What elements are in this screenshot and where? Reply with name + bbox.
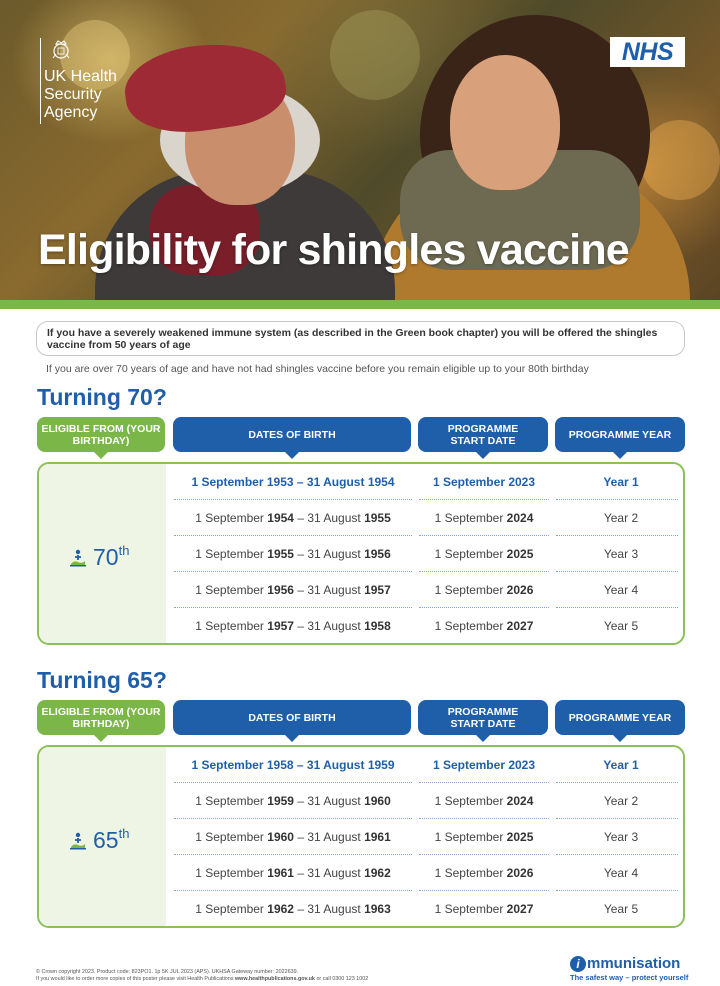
- dob-from-day: 1 September: [191, 758, 264, 772]
- start-day: 1 September: [432, 475, 505, 489]
- order-phone: or call 0300 123 1002: [316, 976, 369, 982]
- dob-range: 1 September 1956 – 31 August 1957: [195, 583, 391, 597]
- programme-year-header: [555, 700, 685, 735]
- dob-to-day: 31 August: [307, 511, 361, 525]
- eligibility-table: [37, 462, 685, 645]
- immunisation-i-icon: i: [570, 956, 586, 972]
- dob-from-day: 1 September: [195, 866, 264, 880]
- dob-to-day: 31 August: [307, 583, 361, 597]
- table-row: [166, 783, 685, 819]
- eligible-age-suffix: th: [118, 543, 130, 558]
- start-day: 1 September: [434, 619, 504, 633]
- agency-line: Security: [44, 86, 102, 103]
- dob-to-year: 1954: [367, 475, 395, 489]
- dob-from-day: 1 September: [191, 475, 264, 489]
- dob-to-year: 1955: [364, 511, 391, 525]
- start-year: 2027: [506, 619, 534, 633]
- eligible-age-cell: [39, 464, 166, 643]
- header-label: ELIGIBLE FROM (YOUR BIRTHDAY): [41, 422, 161, 447]
- eligible-age-cell: [39, 747, 166, 926]
- immune-info-box: If you have a severely weakened immune system (as described in the Green book chapter) you will be offered the shingles vaccine from 50 years of age: [36, 321, 685, 356]
- bokeh-light: [330, 10, 420, 100]
- copyright-line: © Crown copyright 2023. Product code: 823PO1. 1p 5K JUL 2023 (APS). UKHSA Gateway number: 2022639.: [36, 969, 299, 975]
- over-70-note: If you are over 70 years of age and have not had shingles vaccine before you remain eligible up to your 80th birthday: [46, 363, 589, 375]
- header-label: PROGRAMME START DATE: [447, 705, 519, 730]
- footer-legal: [36, 969, 556, 983]
- start-day: 1 September: [434, 583, 504, 597]
- table-row: [166, 500, 685, 536]
- table-row: [166, 747, 685, 783]
- eligible-age: 65: [93, 827, 119, 853]
- dob-to-day: 31 August: [307, 902, 361, 916]
- header-label: PROGRAMME YEAR: [568, 428, 672, 441]
- start-year: 2027: [506, 902, 534, 916]
- start-day: 1 September: [434, 866, 504, 880]
- dob-from-year: 1958: [266, 758, 294, 772]
- dob-from-day: 1 September: [195, 619, 264, 633]
- programme-year: Year 5: [603, 619, 639, 633]
- section-title: Turning 65?: [37, 667, 167, 693]
- programme-start: [419, 500, 549, 536]
- section-title: Turning 70?: [37, 384, 167, 410]
- start-year: 2025: [506, 547, 534, 561]
- dob-from-day: 1 September: [195, 830, 264, 844]
- table-row: [166, 608, 685, 644]
- programme-start: [419, 536, 549, 572]
- ukhsa-logo-bar: [40, 38, 41, 124]
- start-day: 1 September: [434, 830, 504, 844]
- programme-start: [419, 608, 549, 644]
- agency-line: UK Health: [44, 68, 117, 85]
- header-label: DATES OF BIRTH: [248, 428, 336, 441]
- programme-start: [419, 891, 549, 927]
- dob-from-year: 1955: [267, 547, 294, 561]
- dob-from-year: 1961: [267, 866, 294, 880]
- dates-of-birth-header: [173, 417, 411, 452]
- start-year: 2023: [508, 475, 536, 489]
- programme-year: Year 1: [603, 758, 639, 772]
- dob-from-year: 1960: [267, 830, 294, 844]
- dob-to-day: 31 August: [307, 619, 361, 633]
- dob-from-year: 1956: [267, 583, 294, 597]
- header-label: PROGRAMME YEAR: [568, 711, 672, 724]
- start-day: 1 September: [432, 758, 505, 772]
- start-day: 1 September: [434, 794, 504, 808]
- eligible-from-header: [37, 417, 165, 452]
- order-line: [36, 976, 556, 983]
- dob-to-day: 31 August: [307, 547, 361, 561]
- programme-year: Year 2: [603, 511, 639, 525]
- agency-line: Agency: [44, 104, 98, 121]
- dob-from-year: 1959: [267, 794, 294, 808]
- start-year: 2024: [506, 511, 534, 525]
- start-year: 2024: [506, 794, 534, 808]
- dob-range: 1 September 1962 – 31 August 1963: [195, 902, 391, 916]
- dob-to-year: 1960: [364, 794, 391, 808]
- header-label: PROGRAMME START DATE: [447, 422, 519, 447]
- programme-start: [419, 855, 549, 891]
- eligible-age: 70: [93, 544, 119, 570]
- dob-to-year: 1961: [364, 830, 391, 844]
- start-day: 1 September: [434, 547, 504, 561]
- dob-to-year: 1956: [364, 547, 391, 561]
- eligible-from-header: [37, 700, 165, 735]
- programme-start-header: [418, 700, 548, 735]
- royal-crest-icon: [50, 38, 72, 62]
- eligibility-table: [37, 745, 685, 928]
- dob-from-year: 1954: [267, 511, 294, 525]
- programme-start: [419, 819, 549, 855]
- section-turning-65: [0, 667, 720, 937]
- programme-year: Year 2: [603, 794, 639, 808]
- dob-from-year: 1957: [267, 619, 294, 633]
- dob-to-year: 1958: [364, 619, 391, 633]
- dates-of-birth-header: [173, 700, 411, 735]
- start-year: 2023: [508, 758, 536, 772]
- syringe-person-icon: [69, 549, 87, 567]
- order-text: If you would like to order more copies of this poster please visit Health Publications: [36, 976, 234, 982]
- dob-from-day: 1 September: [195, 902, 264, 916]
- immunisation-logo: [570, 955, 688, 982]
- dob-range: 1 September 1955 – 31 August 1956: [195, 547, 391, 561]
- dob-from-day: 1 September: [195, 794, 264, 808]
- programme-year: Year 3: [603, 830, 639, 844]
- dob-to-day: 31 August: [307, 794, 361, 808]
- dob-to-year: 1959: [367, 758, 395, 772]
- programme-year-header: [555, 417, 685, 452]
- dob-range: 1 September 1958 – 31 August 1959: [191, 758, 395, 772]
- dob-to-year: 1962: [364, 866, 391, 880]
- dob-to-year: 1963: [364, 902, 391, 916]
- dob-from-day: 1 September: [195, 583, 264, 597]
- dob-range: 1 September 1961 – 31 August 1962: [195, 866, 391, 880]
- start-day: 1 September: [434, 902, 504, 916]
- page-title: Eligibility for shingles vaccine: [38, 226, 629, 274]
- table-row: [166, 819, 685, 855]
- table-row: [166, 855, 685, 891]
- dob-range: 1 September 1959 – 31 August 1960: [195, 794, 391, 808]
- start-day: 1 September: [434, 511, 504, 525]
- dob-to-day: 31 August: [307, 830, 361, 844]
- section-turning-70: [0, 384, 720, 654]
- table-row: [166, 572, 685, 608]
- dob-range: 1 September 1954 – 31 August 1955: [195, 511, 391, 525]
- programme-year: Year 1: [603, 475, 639, 489]
- dob-from-day: 1 September: [195, 511, 264, 525]
- green-divider: [0, 300, 720, 309]
- bokeh-light: [640, 120, 720, 200]
- programme-start: [419, 464, 549, 500]
- programme-year: Year 4: [603, 866, 639, 880]
- programme-start: [419, 572, 549, 608]
- dob-range: 1 September 1957 – 31 August 1958: [195, 619, 391, 633]
- hero-image: [0, 0, 720, 300]
- table-row: [166, 464, 685, 500]
- programme-year: Year 4: [603, 583, 639, 597]
- dob-to-year: 1957: [364, 583, 391, 597]
- health-publications-link[interactable]: www.healthpublications.gov.uk: [234, 976, 315, 982]
- programme-start: [419, 783, 549, 819]
- programme-year: Year 5: [603, 902, 639, 916]
- dob-from-year: 1962: [267, 902, 294, 916]
- header-label: DATES OF BIRTH: [248, 711, 336, 724]
- dob-range: 1 September 1960 – 31 August 1961: [195, 830, 391, 844]
- dob-from-year: 1953: [266, 475, 294, 489]
- syringe-person-icon: [69, 832, 87, 850]
- woman-face: [450, 55, 560, 190]
- nhs-logo: NHS: [610, 37, 685, 67]
- dob-to-day: 31 August: [306, 758, 365, 772]
- table-row: [166, 891, 685, 927]
- dob-to-day: 31 August: [306, 475, 365, 489]
- table-row: [166, 536, 685, 572]
- header-label: ELIGIBLE FROM (YOUR BIRTHDAY): [41, 705, 161, 730]
- eligible-age-suffix: th: [118, 826, 130, 841]
- dob-to-day: 31 August: [307, 866, 361, 880]
- immunisation-tagline: The safest way – protect yourself: [570, 973, 689, 982]
- start-year: 2026: [506, 583, 534, 597]
- start-year: 2026: [506, 866, 534, 880]
- dob-from-day: 1 September: [195, 547, 264, 561]
- programme-start-header: [418, 417, 548, 452]
- dob-range: 1 September 1953 – 31 August 1954: [191, 475, 395, 489]
- immunisation-wordmark: mmunisation: [587, 955, 681, 972]
- programme-year: Year 3: [603, 547, 639, 561]
- start-year: 2025: [506, 830, 534, 844]
- programme-start: [419, 747, 549, 783]
